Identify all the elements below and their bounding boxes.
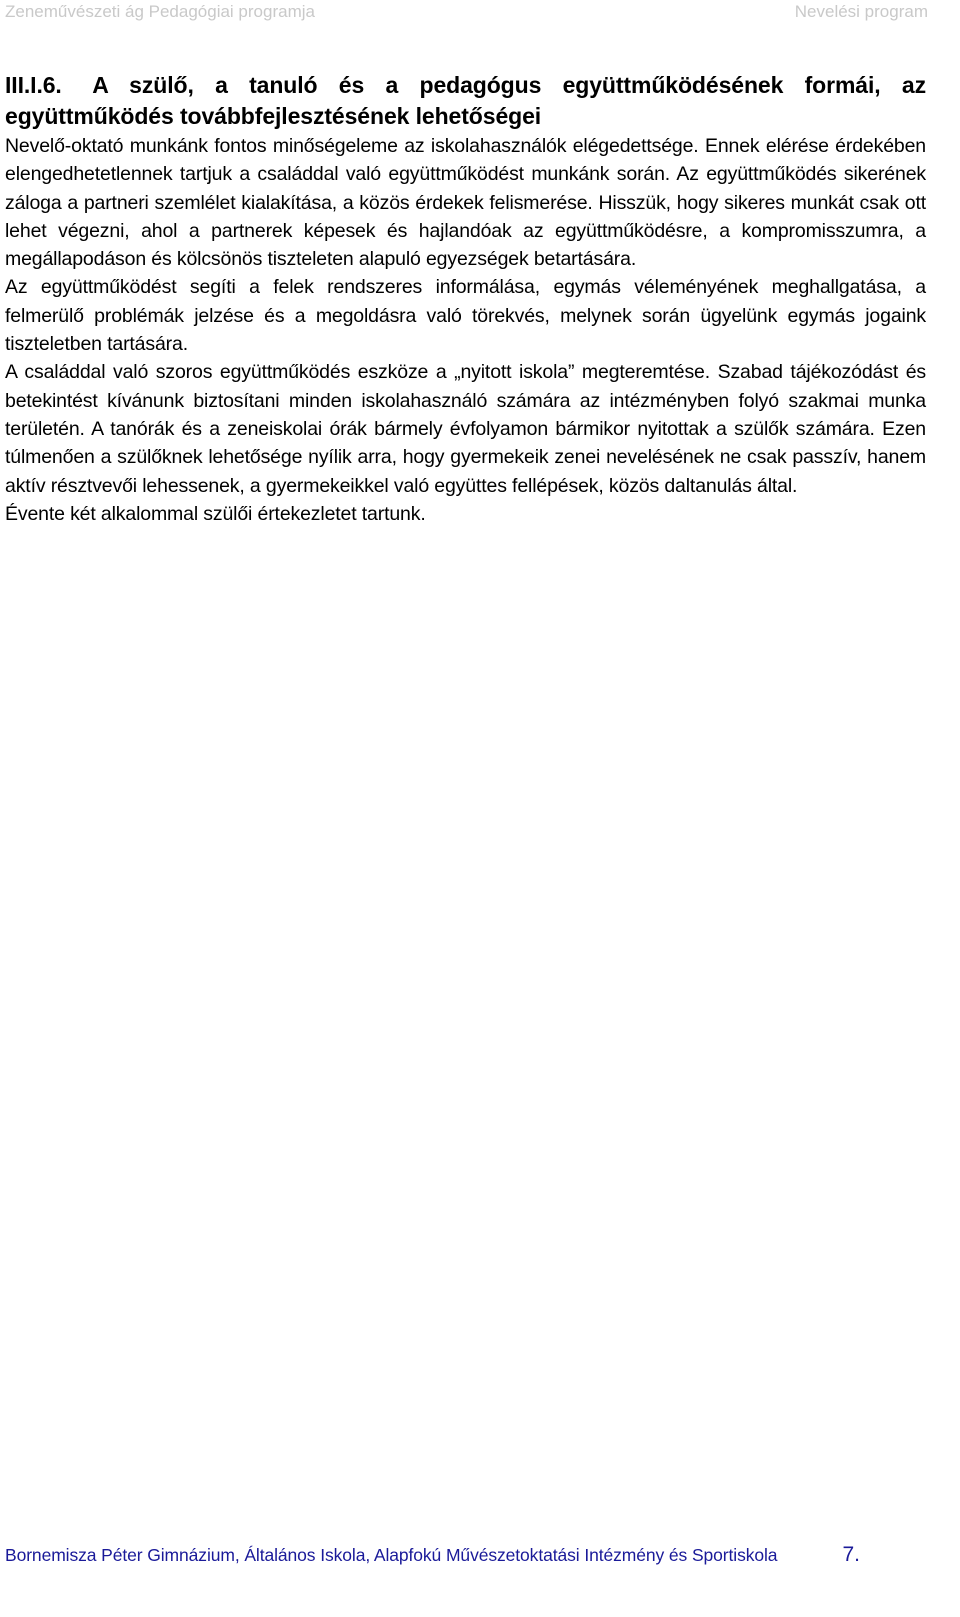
paragraph: Évente két alkalommal szülői értekezletet tartunk. [5,502,426,525]
section-number: III.I.6. [5,72,62,98]
page-number: 7. [842,1543,860,1566]
footer-institution: Bornemisza Péter Gimnázium, Általános Iskola, Alapfokú Művészetoktatási Intézmény és Sportiskola [5,1544,778,1565]
page-footer [5,1540,860,1570]
document-body [5,70,926,528]
header-section-name: Nevelési program [794,2,928,21]
section-title: A szülő, a tanuló és a pedagógus együttműködésének formái, az együttműködés továbbfejlesztésének lehetőségei [5,72,926,129]
section-heading [5,70,926,132]
page-header [5,0,928,24]
paragraph: Nevelő-oktató munkánk fontos minőségeleme az iskolahasználók elégedettsége. Ennek elérése érdekében elengedhetetlennek tartjuk a családdal való együttműködést munkánk során. Az együttműködés sikerének záloga a partneri szemlélet kialakítása, a közös érdekek felismerése. Hisszük, hogy sikeres munkát csak ott lehet végezni, ahol a partnerek képesek és hajlandóak az együttműködésre, a kompromisszumra, a megállapodáson és kölcsönös tiszteleten alapuló egyezségek betartására. [5,135,926,271]
header-document-title: Zeneművészeti ág Pedagógiai programja [5,2,315,21]
paragraph: Az együttműködést segíti a felek rendszeres informálása, egymás véleményének meghallgatása, a felmerülő problémák jelzése és a megoldásra való törekvés, melynek során ügyelünk egymás jogaink tiszteletben tartására. [5,276,926,356]
paragraph: A családdal való szoros együttműködés eszköze a „nyitott iskola” megteremtése. Szabad tájékozódást és betekintést kívánunk biztosítani minden iskolahasználó számára az intézményben folyó szakmai munka területén. A tanórák és a zeneiskolai órák bármely évfolyamon bármikor nyitottak a szülők számára. Ezen túlmenően a szülőknek lehetősége nyílik arra, hogy gyermekeik zenei nevelésének ne csak passzív, hanem aktív résztvevői lehessenek, a gyermekeikkel való együttes fellépések, közös daltanulás által. [5,361,926,497]
